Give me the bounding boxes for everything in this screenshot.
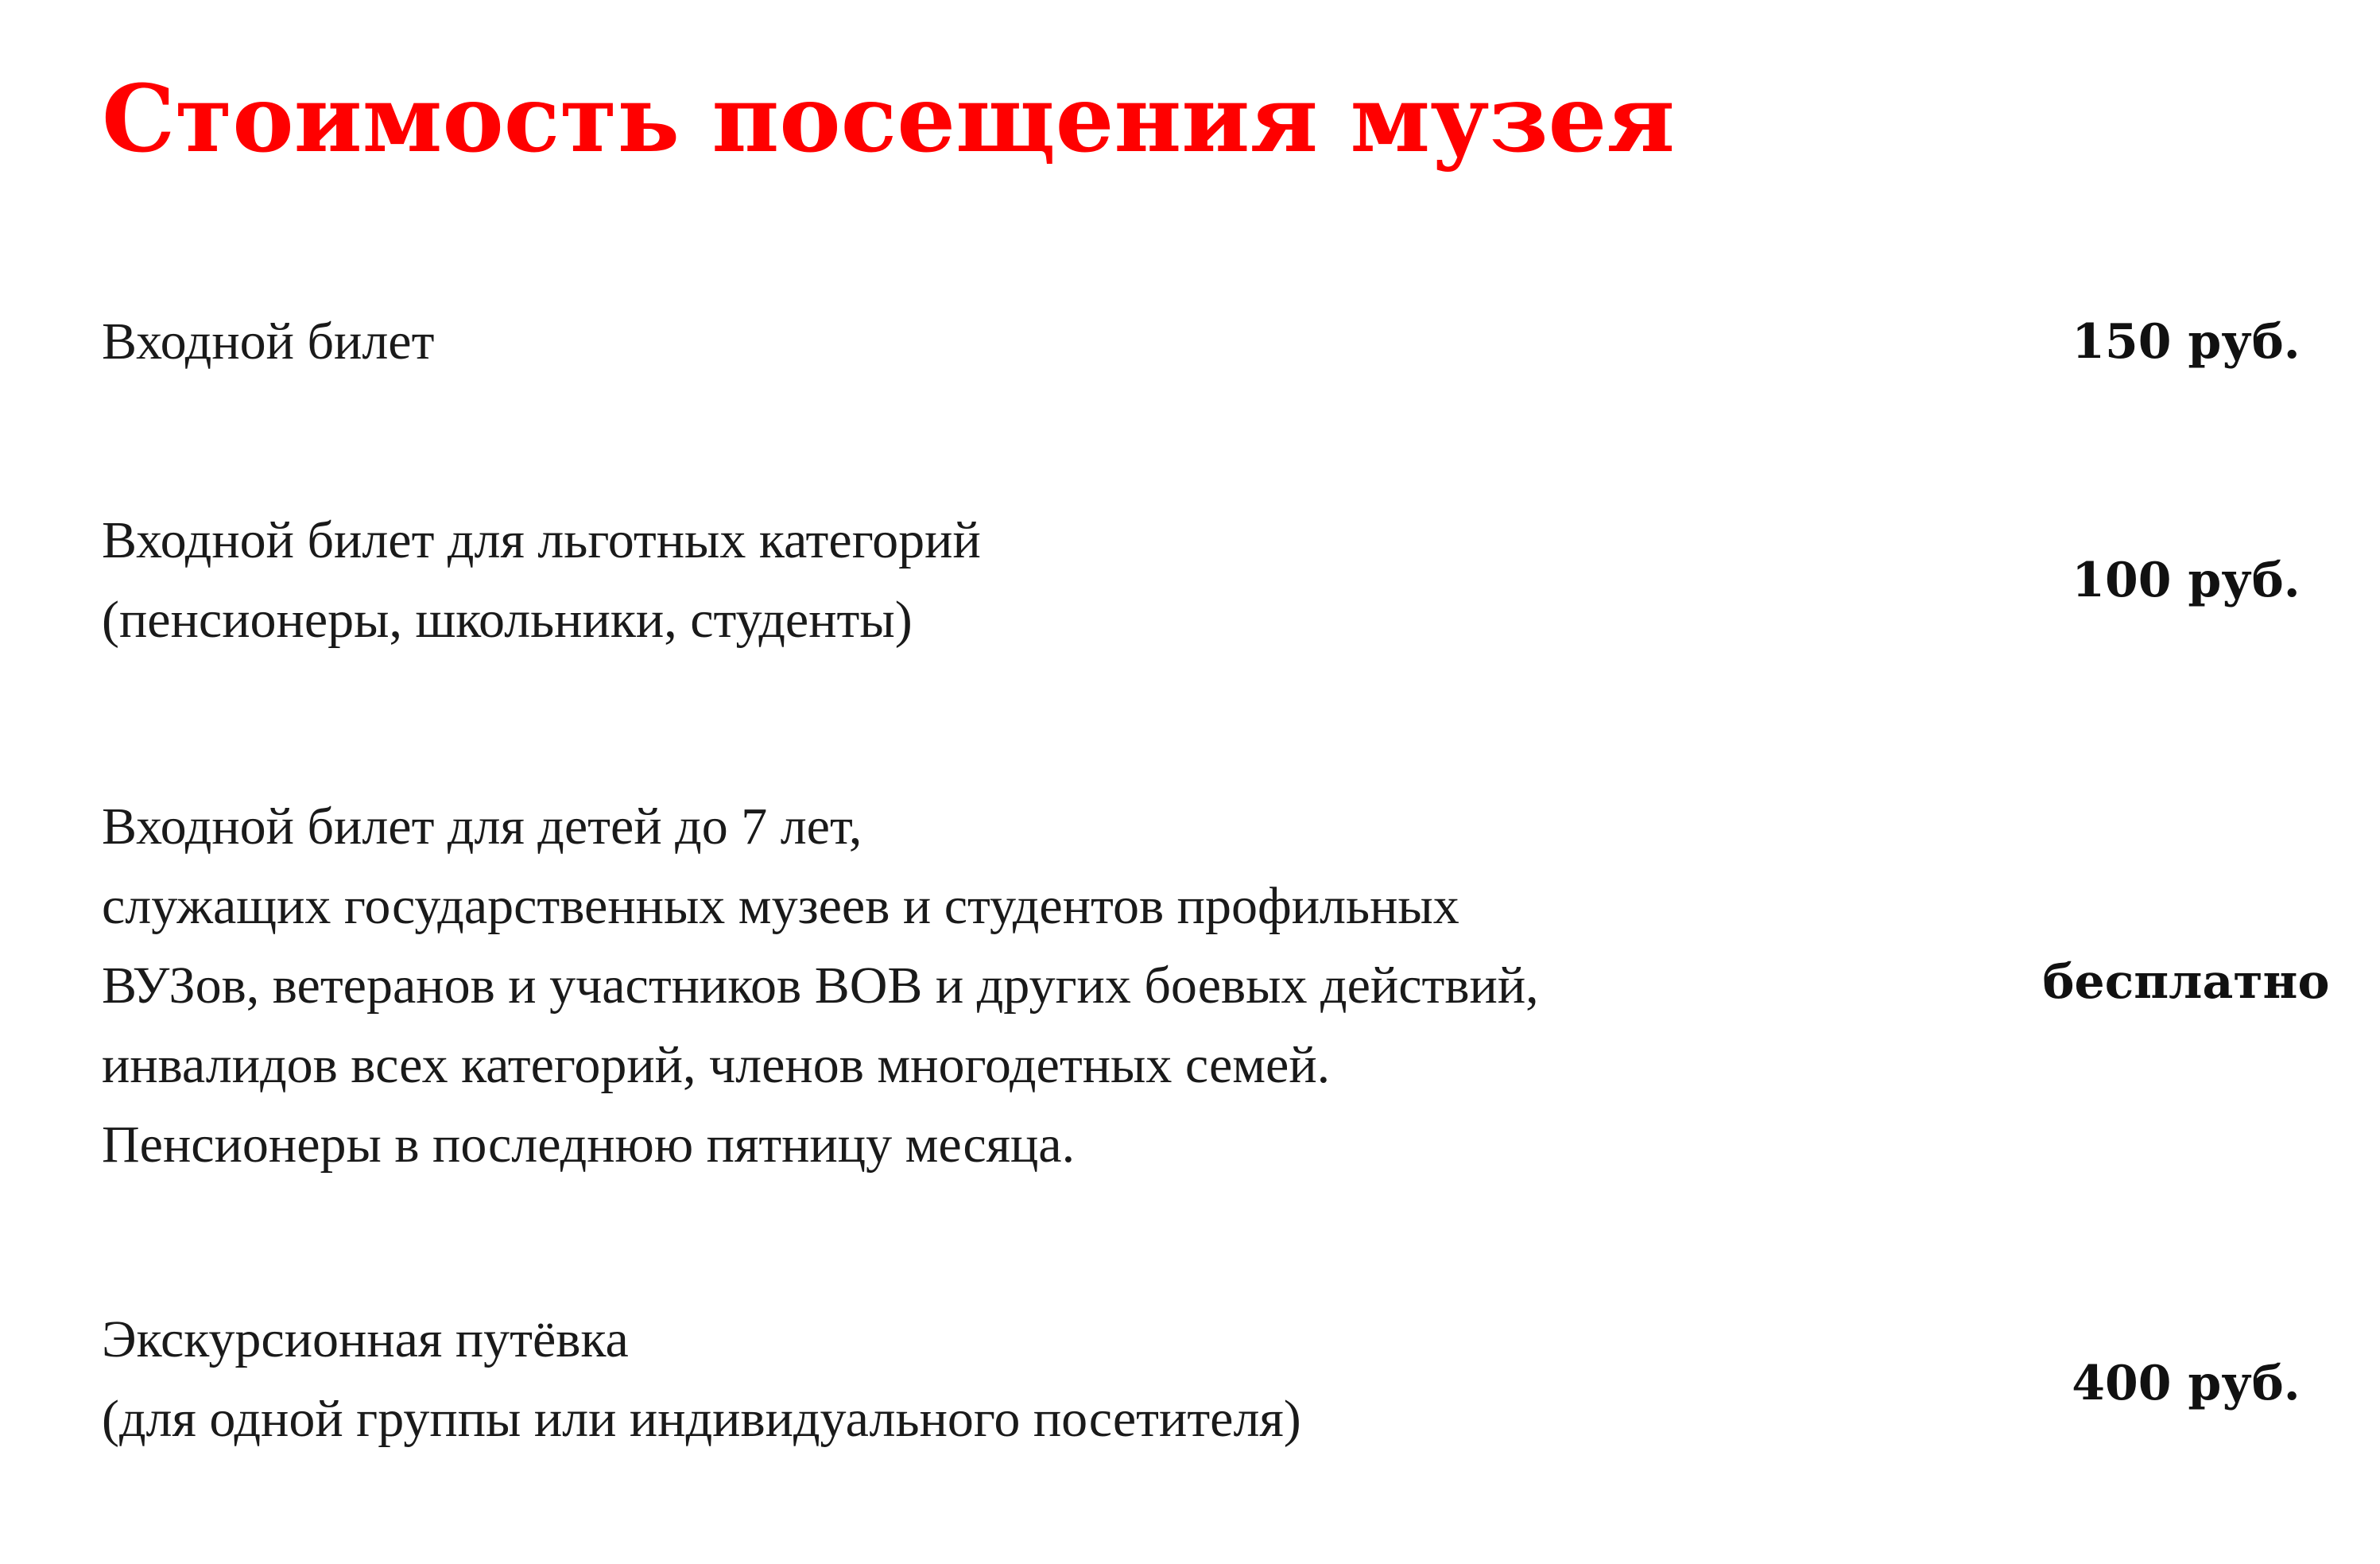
- description-line: ВУЗов, ветеранов и участников ВОВ и других боевых действий,: [102, 957, 1539, 1015]
- price-row-description: [102, 501, 981, 660]
- page-title: Стоимость посещения музея: [102, 65, 1675, 173]
- price-row-description: [102, 302, 434, 382]
- description-line: (для одной группы или индивидуального посетителя): [102, 1390, 1301, 1448]
- price-row-description: [102, 1300, 1301, 1459]
- description-line: Пенсионеры в последнюю пятницу месяца.: [102, 1116, 1076, 1174]
- description-line: Входной билет для детей до 7 лет,: [102, 798, 862, 856]
- description-line: Входной билет: [102, 312, 435, 371]
- description-line: Экскурсионная путёвка: [102, 1310, 629, 1368]
- price-value: 100 руб.: [2072, 553, 2301, 608]
- description-line: служащих государственных музеев и студентов профильных: [102, 877, 1459, 935]
- price-value: бесплатно: [2042, 954, 2330, 1010]
- description-line: инвалидов всех категорий, членов многодетных семей.: [102, 1036, 1331, 1094]
- price-row-description: [102, 787, 1539, 1185]
- description-line: (пенсионеры, школьники, студенты): [102, 591, 913, 649]
- price-value: 150 руб.: [2072, 314, 2301, 370]
- description-line: Входной билет для льготных категорий: [102, 511, 981, 569]
- price-value: 400 руб.: [2072, 1356, 2301, 1411]
